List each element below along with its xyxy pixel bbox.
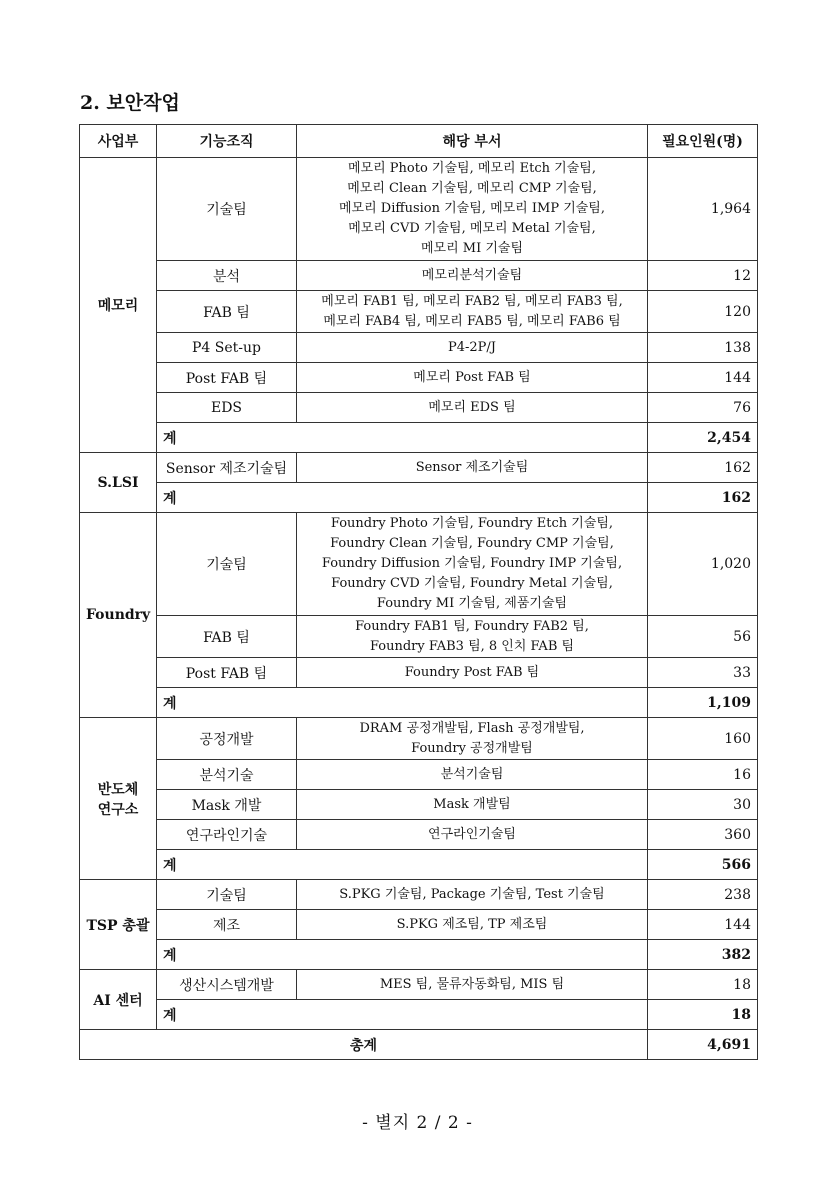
table-header-row <box>80 125 758 158</box>
department-cell: P4-2P/J <box>297 333 648 363</box>
department-cell: 메모리 FAB1 팀, 메모리 FAB2 팀, 메모리 FAB3 팀, 메모리 FAB4 팀, 메모리 FAB5 팀, 메모리 FAB6 팀 <box>297 291 648 333</box>
table-row <box>80 718 758 760</box>
function-cell: 기술팀 <box>157 158 297 261</box>
headcount-cell: 360 <box>648 820 758 850</box>
subtotal-value: 566 <box>648 850 758 880</box>
table-row <box>80 513 758 616</box>
function-cell: 연구라인기술 <box>157 820 297 850</box>
col-header-function: 기능조직 <box>157 125 297 158</box>
function-cell: FAB 팀 <box>157 616 297 658</box>
table-row <box>80 820 758 850</box>
table-row <box>80 158 758 261</box>
grand-total-label: 총계 <box>80 1030 648 1060</box>
department-cell: Foundry Photo 기술팀, Foundry Etch 기술팀, Foundry Clean 기술팀, Foundry CMP 기술팀, Foundry Diffusion 기술팀, Foundry IMP 기술팀, Foundry CVD 기술팀, Foundry Metal 기술팀, Foundry MI 기술팀, 제품기술팀 <box>297 513 648 616</box>
headcount-cell: 30 <box>648 790 758 820</box>
table-row <box>80 910 758 940</box>
function-cell: 분석기술 <box>157 760 297 790</box>
function-cell: Mask 개발 <box>157 790 297 820</box>
division-cell: 반도체 연구소 <box>80 718 157 880</box>
subtotal-row <box>80 850 758 880</box>
col-header-headcount: 필요인원(명) <box>648 125 758 158</box>
table-row <box>80 333 758 363</box>
headcount-cell: 120 <box>648 291 758 333</box>
subtotal-label: 계 <box>157 1000 648 1030</box>
table-row <box>80 760 758 790</box>
headcount-cell: 18 <box>648 970 758 1000</box>
headcount-cell: 144 <box>648 910 758 940</box>
function-cell: Post FAB 팀 <box>157 658 297 688</box>
function-cell: P4 Set-up <box>157 333 297 363</box>
function-cell: 분석 <box>157 261 297 291</box>
table-row <box>80 291 758 333</box>
department-cell: 메모리분석기술팀 <box>297 261 648 291</box>
subtotal-label: 계 <box>157 423 648 453</box>
function-cell: 생산시스템개발 <box>157 970 297 1000</box>
department-cell: 메모리 Post FAB 팀 <box>297 363 648 393</box>
grand-total-value: 4,691 <box>648 1030 758 1060</box>
table-row <box>80 970 758 1000</box>
department-cell: 연구라인기술팀 <box>297 820 648 850</box>
headcount-cell: 238 <box>648 880 758 910</box>
function-cell: 기술팀 <box>157 880 297 910</box>
subtotal-value: 2,454 <box>648 423 758 453</box>
table-row <box>80 363 758 393</box>
department-cell: DRAM 공정개발팀, Flash 공정개발팀, Foundry 공정개발팀 <box>297 718 648 760</box>
department-cell: 메모리 Photo 기술팀, 메모리 Etch 기술팀, 메모리 Clean 기술팀, 메모리 CMP 기술팀, 메모리 Diffusion 기술팀, 메모리 IMP 기술팀, 메모리 CVD 기술팀, 메모리 Metal 기술팀, 메모리 MI 기술팀 <box>297 158 648 261</box>
headcount-cell: 1,020 <box>648 513 758 616</box>
headcount-cell: 33 <box>648 658 758 688</box>
col-header-department: 해당 부서 <box>297 125 648 158</box>
subtotal-row <box>80 423 758 453</box>
grand-total-row <box>80 1030 758 1060</box>
subtotal-value: 1,109 <box>648 688 758 718</box>
table-body <box>80 158 758 1060</box>
headcount-cell: 162 <box>648 453 758 483</box>
division-cell: S.LSI <box>80 453 157 513</box>
table-row <box>80 393 758 423</box>
function-cell: 공정개발 <box>157 718 297 760</box>
headcount-cell: 16 <box>648 760 758 790</box>
department-cell: Foundry Post FAB 팀 <box>297 658 648 688</box>
headcount-cell: 12 <box>648 261 758 291</box>
department-cell: S.PKG 기술팀, Package 기술팀, Test 기술팀 <box>297 880 648 910</box>
subtotal-label: 계 <box>157 940 648 970</box>
function-cell: 제조 <box>157 910 297 940</box>
division-cell: TSP 총괄 <box>80 880 157 970</box>
section-heading: 2. 보안작업 <box>80 92 180 114</box>
department-cell: 메모리 EDS 팀 <box>297 393 648 423</box>
headcount-cell: 144 <box>648 363 758 393</box>
division-cell: Foundry <box>80 513 157 718</box>
table-row <box>80 261 758 291</box>
department-cell: Mask 개발팀 <box>297 790 648 820</box>
headcount-cell: 1,964 <box>648 158 758 261</box>
table-row <box>80 658 758 688</box>
function-cell: Sensor 제조기술팀 <box>157 453 297 483</box>
col-header-division: 사업부 <box>80 125 157 158</box>
department-cell: Sensor 제조기술팀 <box>297 453 648 483</box>
division-cell: 메모리 <box>80 158 157 453</box>
subtotal-row <box>80 940 758 970</box>
table-row <box>80 880 758 910</box>
page-footer: - 별지 2 / 2 - <box>362 1113 473 1133</box>
subtotal-label: 계 <box>157 688 648 718</box>
headcount-cell: 76 <box>648 393 758 423</box>
function-cell: Post FAB 팀 <box>157 363 297 393</box>
department-cell: S.PKG 제조팀, TP 제조팀 <box>297 910 648 940</box>
function-cell: 기술팀 <box>157 513 297 616</box>
function-cell: FAB 팀 <box>157 291 297 333</box>
department-cell: 분석기술팀 <box>297 760 648 790</box>
department-cell: Foundry FAB1 팀, Foundry FAB2 팀, Foundry FAB3 팀, 8 인치 FAB 팀 <box>297 616 648 658</box>
subtotal-label: 계 <box>157 850 648 880</box>
subtotal-value: 382 <box>648 940 758 970</box>
subtotal-row <box>80 1000 758 1030</box>
table-row <box>80 616 758 658</box>
function-cell: EDS <box>157 393 297 423</box>
subtotal-row <box>80 688 758 718</box>
headcount-cell: 160 <box>648 718 758 760</box>
division-cell: AI 센터 <box>80 970 157 1030</box>
table-row <box>80 790 758 820</box>
subtotal-row <box>80 483 758 513</box>
department-cell: MES 팀, 물류자동화팀, MIS 팀 <box>297 970 648 1000</box>
security-staffing-table <box>79 124 758 1060</box>
subtotal-label: 계 <box>157 483 648 513</box>
headcount-cell: 138 <box>648 333 758 363</box>
subtotal-value: 162 <box>648 483 758 513</box>
headcount-cell: 56 <box>648 616 758 658</box>
subtotal-value: 18 <box>648 1000 758 1030</box>
table-row <box>80 453 758 483</box>
